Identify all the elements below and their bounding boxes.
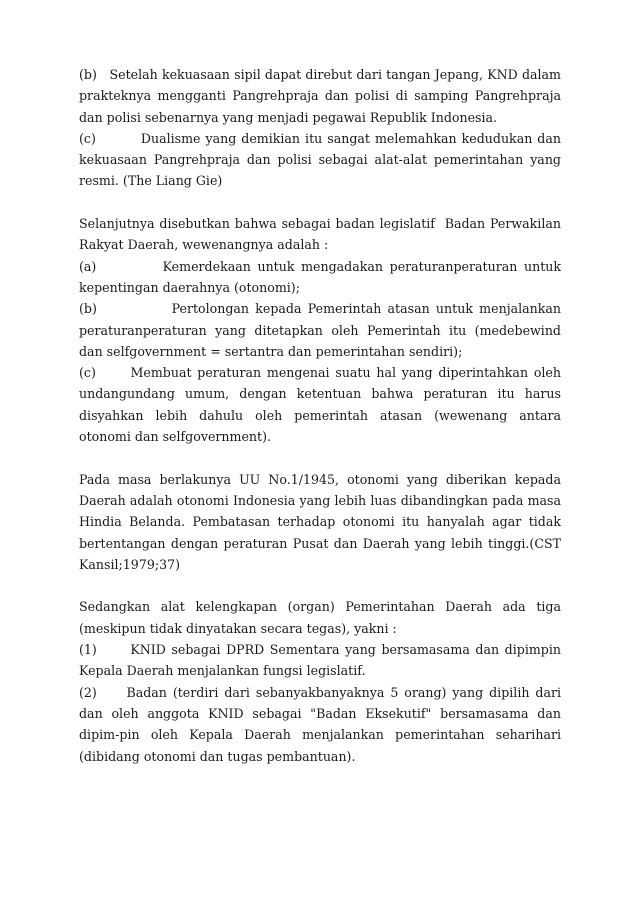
paragraph-item-b-knd: (b) Setelah kekuasaan sipil dapat direbut dari tangan Jepang, KND dalam prakteknya mengganti Pangrehpraja dan polisi di samping Pangrehpraja dan polisi sebenarnya yang menjadi pegawai Republik Indonesia. bbox=[79, 67, 566, 125]
paragraph-item-c-dualisme: (c) Dualisme yang demikian itu sangat melemahkan kedudukan dan kekuasaan Pangrehpraja dan polisi sebagai alat-alat pemerintahan yang resmi. (The Liang Gie) bbox=[79, 130, 566, 189]
paragraph-item-b-pertolongan: (b) Pertolongan kepada Pemerintah atasan untuk menjalankan peraturanperaturan yang ditetapkan oleh Pemerintah itu (medebewind dan selfgovernment = sertantra dan pemerintahan sendiri); bbox=[79, 301, 566, 359]
document-page bbox=[79, 64, 566, 767]
paragraph-gap bbox=[79, 192, 561, 213]
paragraph-gap bbox=[79, 447, 561, 468]
paragraph-item-a-kemerdekaan: (a) Kemerdekaan untuk mengadakan peraturanperaturan untuk kepentingan daerahnya (otonomi); bbox=[79, 258, 566, 295]
paragraph-uu-1945: Pada masa berlakunya UU No.1/1945, otonomi yang diberikan kepada Daerah adalah otonomi Indonesia yang lebih luas dibandingkan pada masa Hindia Belanda. Pembatasan terhadap otonomi itu hanyalah agar tidak bertentangan dengan peraturan Pusat dan Daerah yang lebih tinggi.(CST Kansil;1979;37) bbox=[79, 471, 566, 572]
paragraph-item-1-knid: (1) KNID sebagai DPRD Sementara yang bersamasama dan dipimpin Kepala Daerah menjalankan fungsi legislatif. bbox=[79, 642, 566, 679]
paragraph-bprd-intro: Selanjutnya disebutkan bahwa sebagai badan legislatif Badan Perwakilan Rakyat Daerah, wewenangnya adalah : bbox=[79, 216, 566, 253]
paragraph-gap bbox=[79, 575, 561, 596]
paragraph-alat-kelengkapan: Sedangkan alat kelengkapan (organ) Pemerintahan Daerah ada tiga (meskipun tidak dinyatakan secara tegas), yakni : bbox=[79, 599, 566, 636]
paragraph-item-c-peraturan: (c) Membuat peraturan mengenai suatu hal yang diperintahkan oleh undangundang umum, dengan ketentuan bahwa peraturan itu harus disyahkan lebih dahulu oleh pemerintah atasan (wewenang antara otonomi dan selfgovernment). bbox=[79, 365, 566, 445]
paragraph-item-2-badan: (2) Badan (terdiri dari sebanyakbanyaknya 5 orang) yang dipilih dari dan oleh anggota KNID sebagai "Badan Eksekutif" bersamasama dan dipim-pin oleh Kepala Daerah menjalankan pemerintahan seharihari (dibidang otonomi dan tugas pembantuan). bbox=[79, 684, 566, 764]
